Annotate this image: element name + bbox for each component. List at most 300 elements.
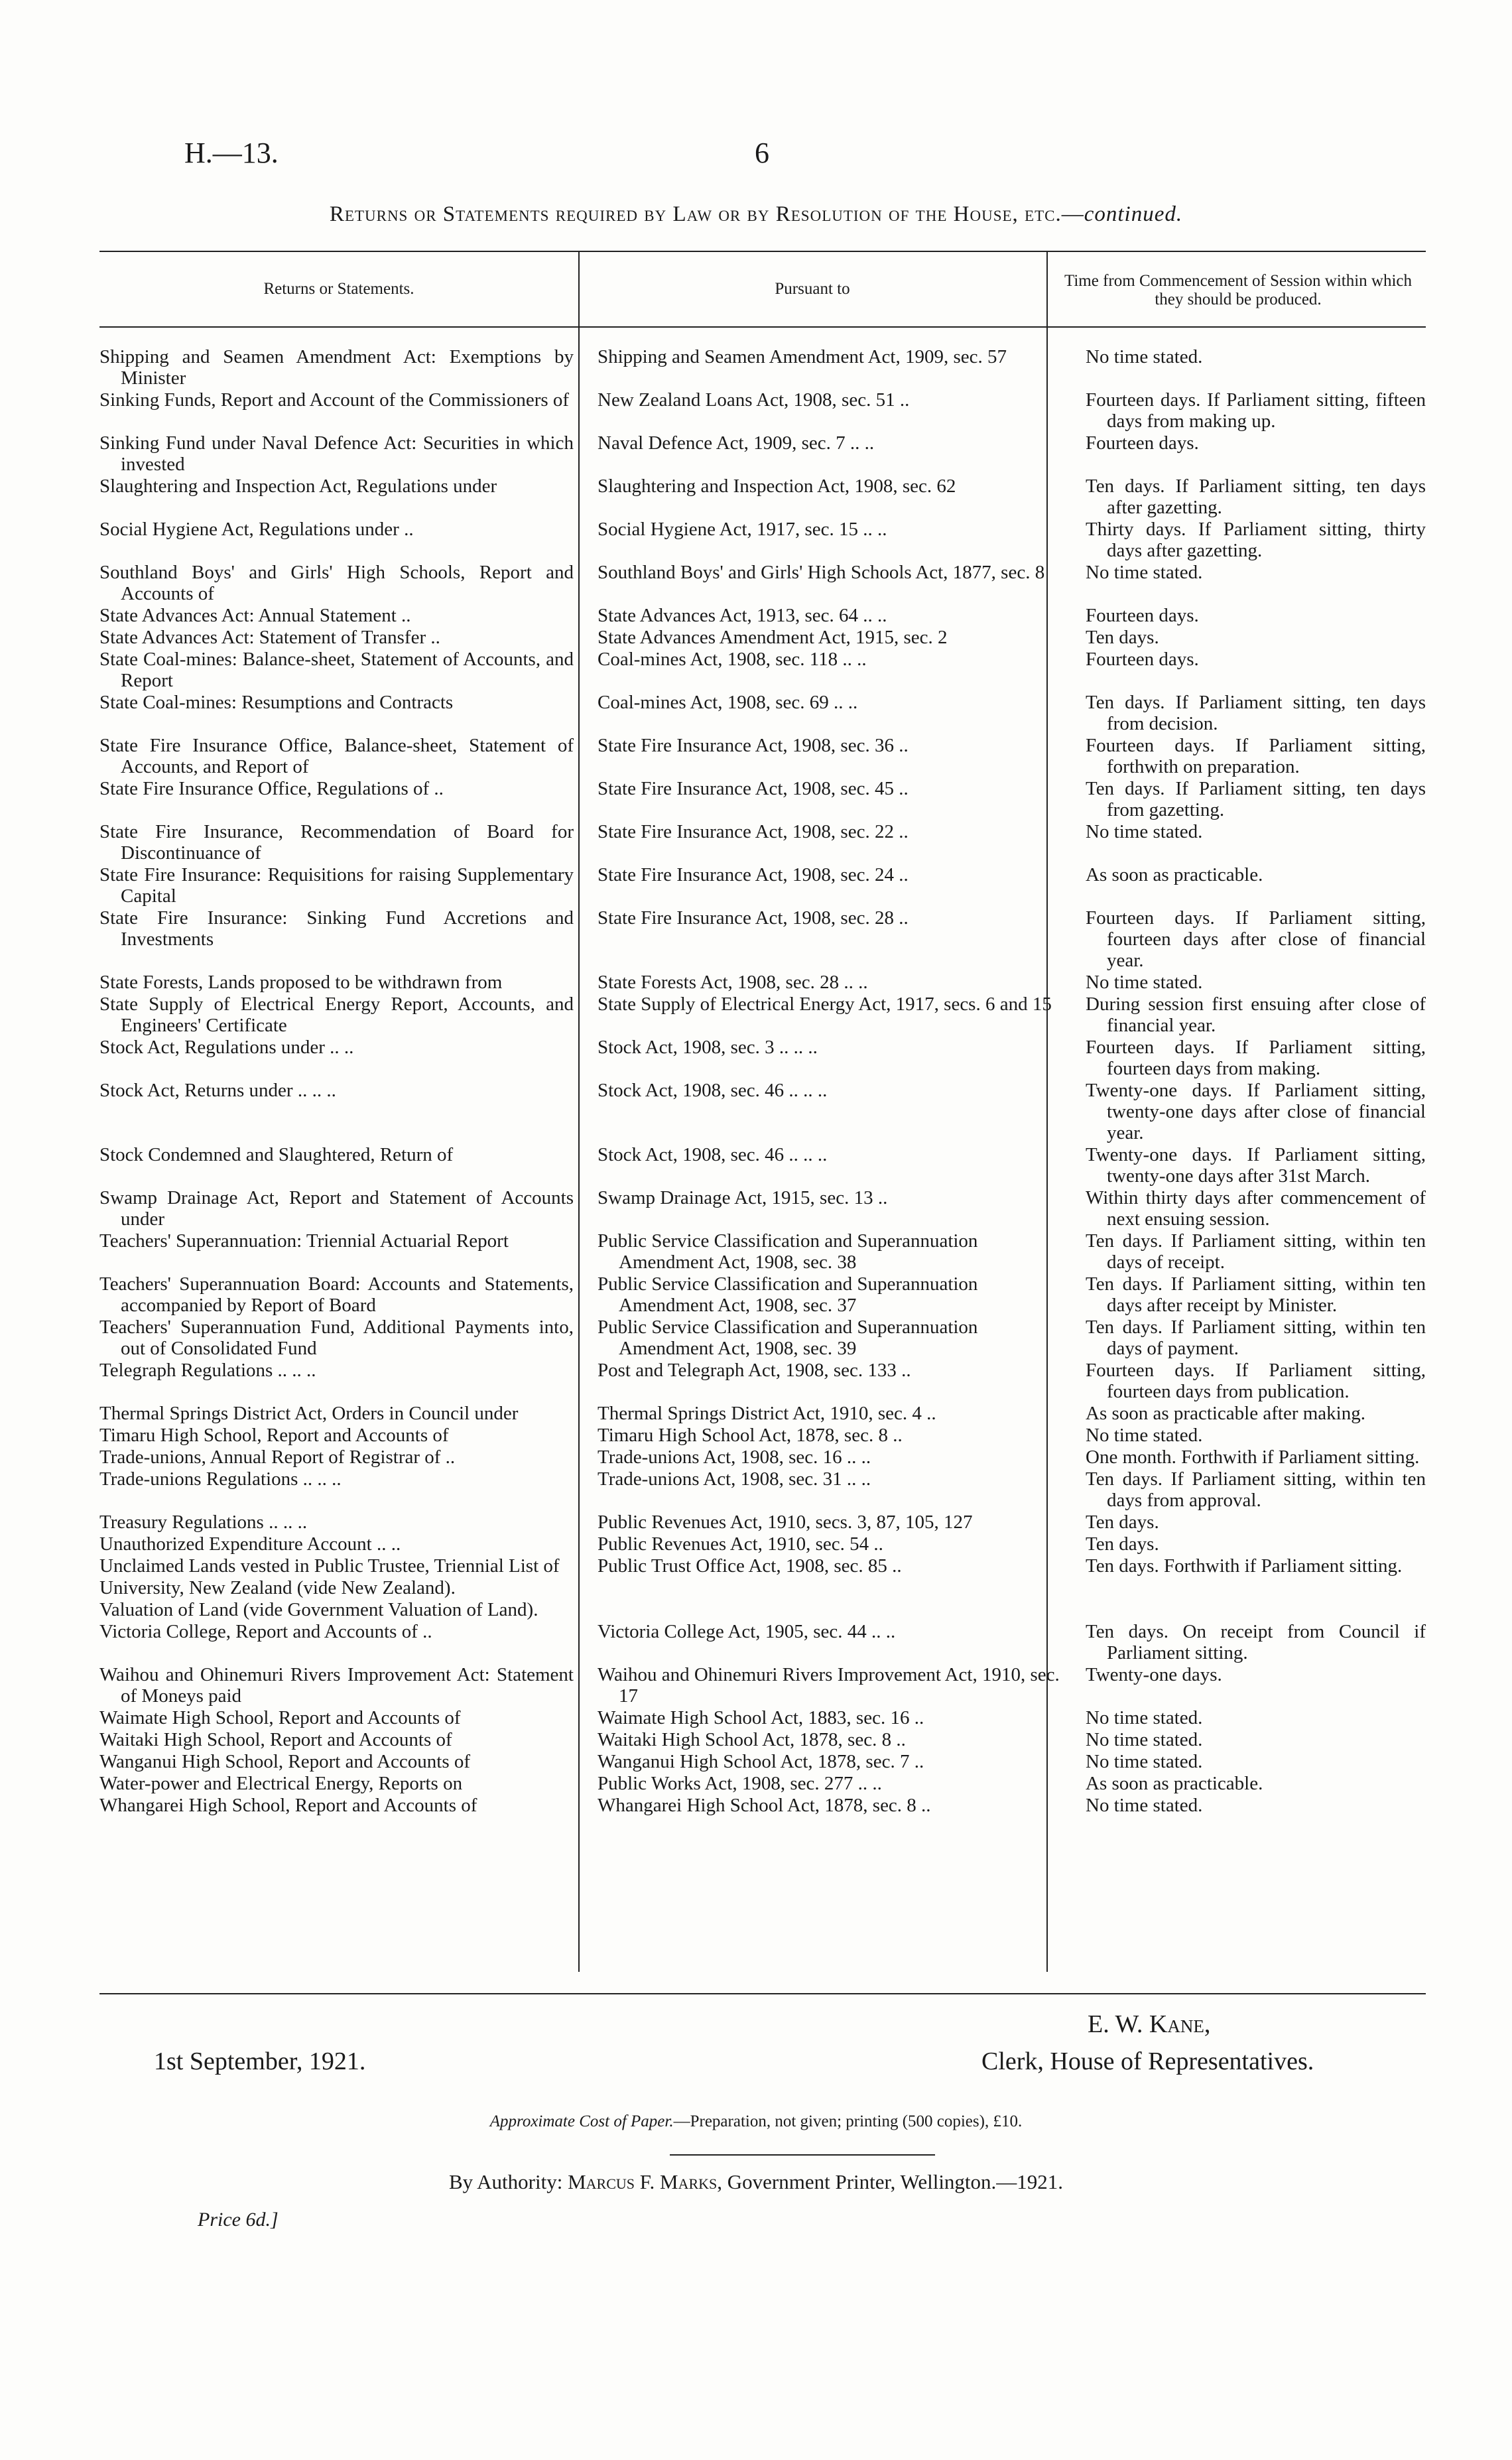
table-row: [99, 1425, 1426, 1447]
cost-of-paper: [0, 2112, 1512, 2131]
pursuant-cell: [582, 627, 1072, 649]
time-cell: [1072, 1512, 1426, 1533]
pursuant-cell: [582, 605, 1072, 627]
time-cell: [1072, 1360, 1426, 1403]
pursuant-cell-text: Whangarei High School Act, 1878, sec. 8 ..: [598, 1795, 931, 1816]
time-cell: [1072, 1037, 1426, 1080]
returns-cell: [99, 1144, 582, 1187]
returns-cell: [99, 1751, 582, 1773]
pursuant-cell-text: Swamp Drainage Act, 1915, sec. 13 ..: [598, 1187, 888, 1208]
page-title: [0, 202, 1512, 227]
time-cell: [1072, 1751, 1426, 1773]
pursuant-cell: [582, 972, 1072, 994]
returns-cell: [99, 605, 582, 627]
pursuant-cell-text: Stock Act, 1908, sec. 3 .. .. ..: [598, 1037, 818, 1058]
time-cell-text: No time stated.: [1086, 562, 1203, 583]
time-cell-text: Ten days.: [1086, 1533, 1159, 1555]
time-cell-text: During session first ensuing after close of financial year.: [1086, 994, 1426, 1036]
time-cell-text: Twenty-one days. If Parliament sitting, twenty-one days after close of financial year.: [1086, 1080, 1426, 1143]
time-cell: [1072, 1187, 1426, 1230]
returns-cell: [99, 476, 582, 519]
pursuant-cell: [582, 1795, 1072, 1817]
returns-cell-text: State Fire Insurance: Requisitions for raising Supplementary Capital: [99, 864, 574, 907]
pursuant-cell-text: Slaughtering and Inspection Act, 1908, sec. 62: [598, 476, 956, 497]
authority-suffix: , Government Printer, Wellington.—1921.: [717, 2170, 1064, 2193]
time-cell: [1072, 864, 1426, 907]
returns-cell: [99, 735, 582, 778]
time-cell-text: Twenty-one days. If Parliament sitting, twenty-one days after 31st March.: [1086, 1144, 1426, 1187]
time-cell: [1072, 821, 1426, 864]
pursuant-cell: [582, 1773, 1072, 1795]
title-main: Returns or Statements required by Law or by Resolution of the House, etc.—: [329, 202, 1084, 226]
time-cell: [1072, 1080, 1426, 1144]
returns-cell-text: State Coal-mines: Resumptions and Contracts: [99, 692, 454, 713]
time-cell: [1072, 389, 1426, 432]
pursuant-cell: [582, 519, 1072, 562]
pursuant-cell-text: Waihou and Ohinemuri Rivers Improvement Act, 1910, sec. 17: [598, 1664, 1060, 1707]
returns-cell: [99, 432, 582, 476]
returns-cell-text: State Advances Act: Statement of Transfer ..: [99, 627, 440, 648]
price: Price 6d.]: [198, 2209, 279, 2231]
time-cell: [1072, 627, 1426, 649]
pursuant-cell: [582, 778, 1072, 821]
time-cell: [1072, 1425, 1426, 1447]
time-cell: [1072, 692, 1426, 735]
returns-cell: [99, 1425, 582, 1447]
returns-cell: [99, 1037, 582, 1080]
pursuant-cell-text: Victoria College Act, 1905, sec. 44 .. ..: [598, 1621, 896, 1642]
table-row: [99, 649, 1426, 692]
table-row: [99, 519, 1426, 562]
printer-authority: [0, 2170, 1512, 2194]
time-cell: [1072, 432, 1426, 476]
table-row: [99, 1273, 1426, 1317]
returns-cell: [99, 1512, 582, 1533]
table-row: [99, 692, 1426, 735]
table-row: [99, 476, 1426, 519]
returns-cell: [99, 389, 582, 432]
time-cell: [1072, 649, 1426, 692]
returns-cell-text: State Coal-mines: Balance-sheet, Statement of Accounts, and Report: [99, 649, 574, 691]
time-cell: [1072, 1729, 1426, 1751]
pursuant-cell: [582, 1230, 1072, 1273]
pursuant-cell-text: Timaru High School Act, 1878, sec. 8 ..: [598, 1425, 903, 1446]
table-row: [99, 907, 1426, 972]
returns-cell-text: Stock Act, Regulations under .. ..: [99, 1037, 354, 1058]
returns-cell-text: Southland Boys' and Girls' High Schools, Report and Accounts of: [99, 562, 574, 604]
pursuant-cell: [582, 432, 1072, 476]
time-cell: [1072, 1555, 1426, 1577]
signatory-name: E. W. Kane,: [1088, 2010, 1211, 2038]
time-cell: [1072, 1144, 1426, 1187]
returns-cell: [99, 1795, 582, 1817]
returns-cell: [99, 1317, 582, 1360]
time-cell: [1072, 1664, 1426, 1707]
returns-cell: [99, 1403, 582, 1425]
pursuant-cell-text: Public Trust Office Act, 1908, sec. 85 ..: [598, 1555, 902, 1577]
time-cell-text: Ten days. If Parliament sitting, within ten days after receipt by Minister.: [1086, 1273, 1426, 1316]
returns-cell: [99, 519, 582, 562]
pursuant-cell-text: Naval Defence Act, 1909, sec. 7 .. ..: [598, 432, 875, 454]
returns-cell: [99, 649, 582, 692]
table-row: [99, 1080, 1426, 1144]
pursuant-cell-text: Stock Act, 1908, sec. 46 .. .. ..: [598, 1144, 828, 1165]
table-row: [99, 1468, 1426, 1512]
cost-text: —Preparation, not given; printing (500 copies), £10.: [673, 2112, 1023, 2130]
returns-cell: [99, 1577, 582, 1599]
table-row: [99, 1729, 1426, 1751]
time-cell-text: No time stated.: [1086, 1425, 1203, 1446]
pursuant-cell-text: Public Service Classification and Superannuation Amendment Act, 1908, sec. 37: [598, 1273, 978, 1316]
table-row: [99, 627, 1426, 649]
pursuant-cell-text: Thermal Springs District Act, 1910, sec. 4 ..: [598, 1403, 936, 1424]
pursuant-cell-text: Wanganui High School Act, 1878, sec. 7 ..: [598, 1751, 924, 1772]
returns-cell: [99, 1447, 582, 1468]
returns-cell-text: State Fire Insurance, Recommendation of Board for Discontinuance of: [99, 821, 574, 864]
returns-cell-text: Victoria College, Report and Accounts of ..: [99, 1621, 432, 1642]
returns-cell-text: Trade-unions, Annual Report of Registrar of ..: [99, 1447, 456, 1468]
returns-cell-text: Water-power and Electrical Energy, Reports on: [99, 1773, 463, 1794]
returns-cell: [99, 1230, 582, 1273]
table-header-rule: [99, 326, 1426, 328]
returns-table: [99, 346, 1426, 1817]
time-cell-text: As soon as practicable after making.: [1086, 1403, 1365, 1424]
pursuant-cell: [582, 1729, 1072, 1751]
pursuant-cell-text: State Fire Insurance Act, 1908, sec. 45 ..: [598, 778, 909, 799]
time-cell-text: Twenty-one days.: [1086, 1664, 1222, 1685]
pursuant-cell-text: State Forests Act, 1908, sec. 28 .. ..: [598, 972, 868, 993]
table-top-rule: [99, 251, 1426, 252]
pursuant-cell: [582, 1080, 1072, 1144]
time-cell-text: Ten days. On receipt from Council if Parliament sitting.: [1086, 1621, 1426, 1663]
time-cell-text: Ten days.: [1086, 627, 1159, 648]
time-cell-text: Fourteen days.: [1086, 649, 1199, 670]
table-row: [99, 1577, 1426, 1599]
pursuant-cell: [582, 1512, 1072, 1533]
time-cell-text: No time stated.: [1086, 972, 1203, 993]
pursuant-cell: [582, 1425, 1072, 1447]
pursuant-cell-text: Public Works Act, 1908, sec. 277 .. ..: [598, 1773, 882, 1794]
pursuant-cell-text: Coal-mines Act, 1908, sec. 69 .. ..: [598, 692, 858, 713]
time-cell-text: No time stated.: [1086, 346, 1203, 367]
returns-cell: [99, 1533, 582, 1555]
time-cell: [1072, 1317, 1426, 1360]
pursuant-cell-text: Southland Boys' and Girls' High Schools Act, 1877, sec. 8: [598, 562, 1045, 583]
pursuant-cell: [582, 649, 1072, 692]
returns-cell-text: State Fire Insurance: Sinking Fund Accretions and Investments: [99, 907, 574, 950]
document-reference: H.—13.: [184, 137, 279, 169]
signatory-title: Clerk, House of Representatives.: [981, 2047, 1314, 2075]
returns-cell-text: Waihou and Ohinemuri Rivers Improvement Act: Statement of Moneys paid: [99, 1664, 574, 1707]
time-cell-text: Fourteen days. If Parliament sitting, fifteen days from making up.: [1086, 389, 1426, 432]
table-row: [99, 1707, 1426, 1729]
pursuant-cell: [582, 346, 1072, 389]
returns-cell-text: State Fire Insurance Office, Regulations of ..: [99, 778, 444, 799]
pursuant-cell: [582, 1037, 1072, 1080]
pursuant-cell-text: New Zealand Loans Act, 1908, sec. 51 ..: [598, 389, 910, 411]
column-header-pursuant: Pursuant to: [775, 280, 850, 298]
time-cell-text: Fourteen days.: [1086, 605, 1199, 626]
returns-cell: [99, 1729, 582, 1751]
time-cell-text: Ten days. If Parliament sitting, within ten days of receipt.: [1086, 1230, 1426, 1273]
time-cell-text: Ten days. Forthwith if Parliament sitting.: [1086, 1555, 1403, 1577]
returns-cell-text: Teachers' Superannuation Fund, Additional Payments into, out of Consolidated Fund: [99, 1317, 574, 1359]
pursuant-cell: [582, 562, 1072, 605]
pursuant-cell-text: Public Service Classification and Superannuation Amendment Act, 1908, sec. 39: [598, 1317, 978, 1359]
table-row: [99, 1230, 1426, 1273]
time-cell: [1072, 346, 1426, 389]
returns-cell: [99, 1664, 582, 1707]
pursuant-cell-text: State Fire Insurance Act, 1908, sec. 22 ..: [598, 821, 909, 842]
returns-cell-text: Unclaimed Lands vested in Public Trustee, Triennial List of: [99, 1555, 560, 1577]
pursuant-cell-text: Trade-unions Act, 1908, sec. 16 .. ..: [598, 1447, 871, 1468]
returns-cell-text: Thermal Springs District Act, Orders in Council under: [99, 1403, 519, 1424]
returns-cell: [99, 1273, 582, 1317]
time-cell-text: Fourteen days. If Parliament sitting, fourteen days from making.: [1086, 1037, 1426, 1079]
returns-cell-text: Stock Act, Returns under .. .. ..: [99, 1080, 336, 1101]
pursuant-cell: [582, 1707, 1072, 1729]
time-cell-text: No time stated.: [1086, 1795, 1203, 1816]
pursuant-cell: [582, 994, 1072, 1037]
pursuant-cell: [582, 1577, 1072, 1599]
pursuant-cell-text: Waimate High School Act, 1883, sec. 16 ..: [598, 1707, 924, 1728]
returns-cell: [99, 692, 582, 735]
table-row: [99, 1621, 1426, 1664]
pursuant-cell: [582, 821, 1072, 864]
table-row: [99, 1555, 1426, 1577]
returns-cell-text: Social Hygiene Act, Regulations under ..: [99, 519, 414, 540]
pursuant-cell: [582, 1599, 1072, 1621]
returns-cell: [99, 1080, 582, 1144]
table-row: [99, 1795, 1426, 1817]
pursuant-cell: [582, 389, 1072, 432]
returns-cell-text: Stock Condemned and Slaughtered, Return of: [99, 1144, 454, 1165]
pursuant-cell-text: State Fire Insurance Act, 1908, sec. 28 ..: [598, 907, 909, 929]
table-row: [99, 1037, 1426, 1080]
time-cell-text: As soon as practicable.: [1086, 1773, 1263, 1794]
pursuant-cell-text: Stock Act, 1908, sec. 46 .. .. ..: [598, 1080, 828, 1101]
title-continued: continued.: [1084, 202, 1183, 226]
time-cell: [1072, 1230, 1426, 1273]
time-cell: [1072, 1707, 1426, 1729]
time-cell: [1072, 519, 1426, 562]
table-row: [99, 1447, 1426, 1468]
pursuant-cell: [582, 1187, 1072, 1230]
returns-cell-text: Teachers' Superannuation: Triennial Actuarial Report: [99, 1230, 509, 1252]
time-cell-text: Fourteen days. If Parliament sitting, fourteen days after close of financial year.: [1086, 907, 1426, 971]
returns-cell-text: Trade-unions Regulations .. .. ..: [99, 1468, 342, 1490]
time-cell: [1072, 605, 1426, 627]
table-row: [99, 1317, 1426, 1360]
pursuant-cell: [582, 1360, 1072, 1403]
table-row: [99, 1144, 1426, 1187]
page-number: 6: [755, 137, 769, 169]
time-cell-text: Fourteen days.: [1086, 432, 1199, 454]
pursuant-cell-text: State Advances Act, 1913, sec. 64 .. ..: [598, 605, 887, 626]
pursuant-cell-text: Public Revenues Act, 1910, sec. 54 ..: [598, 1533, 883, 1555]
table-row: [99, 605, 1426, 627]
time-cell: [1072, 1273, 1426, 1317]
pursuant-cell: [582, 864, 1072, 907]
pursuant-cell: [582, 1468, 1072, 1512]
table-row: [99, 972, 1426, 994]
returns-cell: [99, 778, 582, 821]
table-row: [99, 994, 1426, 1037]
time-cell-text: Ten days. If Parliament sitting, within ten days from approval.: [1086, 1468, 1426, 1511]
time-cell: [1072, 1533, 1426, 1555]
returns-cell-text: State Fire Insurance Office, Balance-sheet, Statement of Accounts, and Report of: [99, 735, 574, 777]
returns-cell: [99, 1555, 582, 1577]
pursuant-cell-text: State Supply of Electrical Energy Act, 1917, secs. 6 and 15: [598, 994, 1052, 1015]
time-cell: [1072, 1403, 1426, 1425]
returns-cell-text: Sinking Funds, Report and Account of the Commissioners of: [99, 389, 570, 411]
time-cell: [1072, 994, 1426, 1037]
time-cell-text: Ten days. If Parliament sitting, ten days from gazetting.: [1086, 778, 1426, 820]
authority-prefix: By Authority:: [448, 2170, 568, 2193]
time-cell: [1072, 1577, 1426, 1599]
returns-cell: [99, 994, 582, 1037]
returns-cell: [99, 907, 582, 972]
pursuant-cell: [582, 1621, 1072, 1664]
table-row: [99, 432, 1426, 476]
returns-cell: [99, 1599, 582, 1621]
pursuant-cell-text: State Fire Insurance Act, 1908, sec. 36 ..: [598, 735, 909, 756]
returns-cell-text: Teachers' Superannuation Board: Accounts and Statements, accompanied by Report of Board: [99, 1273, 574, 1316]
pursuant-cell-text: Social Hygiene Act, 1917, sec. 15 .. ..: [598, 519, 887, 540]
time-cell-text: Ten days.: [1086, 1512, 1159, 1533]
returns-cell: [99, 346, 582, 389]
table-row: [99, 821, 1426, 864]
pursuant-cell: [582, 1403, 1072, 1425]
pursuant-cell: [582, 692, 1072, 735]
pursuant-cell-text: State Advances Amendment Act, 1915, sec. 2: [598, 627, 948, 648]
table-row: [99, 864, 1426, 907]
returns-cell: [99, 1707, 582, 1729]
table-row: [99, 1187, 1426, 1230]
pursuant-cell-text: Public Revenues Act, 1910, secs. 3, 87, 105, 127: [598, 1512, 973, 1533]
pursuant-cell-text: Trade-unions Act, 1908, sec. 31 .. ..: [598, 1468, 871, 1490]
pursuant-cell-text: Waitaki High School Act, 1878, sec. 8 ..: [598, 1729, 906, 1750]
table-row: [99, 1751, 1426, 1773]
pursuant-cell: [582, 1447, 1072, 1468]
returns-cell: [99, 1773, 582, 1795]
printer-name: Marcus F. Marks: [568, 2170, 718, 2193]
table-row: [99, 1360, 1426, 1403]
returns-cell-text: Waimate High School, Report and Accounts of: [99, 1707, 461, 1728]
time-cell: [1072, 1621, 1426, 1664]
returns-cell: [99, 627, 582, 649]
returns-cell: [99, 972, 582, 994]
returns-cell-text: Wanganui High School, Report and Accounts of: [99, 1751, 471, 1772]
returns-cell-text: Swamp Drainage Act, Report and Statement of Accounts under: [99, 1187, 574, 1230]
returns-cell-text: Treasury Regulations .. .. ..: [99, 1512, 308, 1533]
time-cell-text: Fourteen days. If Parliament sitting, forthwith on preparation.: [1086, 735, 1426, 777]
column-header-time: Time from Commencement of Session within which they should be produced.: [1064, 272, 1413, 308]
returns-cell-text: Shipping and Seamen Amendment Act: Exemptions by Minister: [99, 346, 574, 389]
time-cell-text: Fourteen days. If Parliament sitting, fourteen days from publication.: [1086, 1360, 1426, 1402]
returns-cell-text: Slaughtering and Inspection Act, Regulations under: [99, 476, 497, 497]
returns-cell: [99, 1360, 582, 1403]
returns-cell-text: Valuation of Land (vide Government Valuation of Land).: [99, 1599, 538, 1620]
returns-cell-text: Whangarei High School, Report and Accounts of: [99, 1795, 477, 1816]
time-cell-text: No time stated.: [1086, 821, 1203, 842]
returns-cell-text: State Advances Act: Annual Statement ..: [99, 605, 411, 626]
table-row: [99, 1533, 1426, 1555]
returns-cell-text: State Forests, Lands proposed to be withdrawn from: [99, 972, 503, 993]
time-cell-text: Thirty days. If Parliament sitting, thirty days after gazetting.: [1086, 519, 1426, 561]
time-cell-text: Within thirty days after commencement of next ensuing session.: [1086, 1187, 1426, 1230]
time-cell: [1072, 1599, 1426, 1621]
time-cell: [1072, 476, 1426, 519]
time-cell-text: Ten days. If Parliament sitting, within ten days of payment.: [1086, 1317, 1426, 1359]
table-row: [99, 562, 1426, 605]
pursuant-cell: [582, 1273, 1072, 1317]
returns-cell: [99, 562, 582, 605]
pursuant-cell: [582, 1555, 1072, 1577]
table-row: [99, 389, 1426, 432]
time-cell-text: Ten days. If Parliament sitting, ten days from decision.: [1086, 692, 1426, 734]
returns-cell-text: Waitaki High School, Report and Accounts of: [99, 1729, 452, 1750]
returns-cell: [99, 821, 582, 864]
pursuant-cell: [582, 1664, 1072, 1707]
authority-rule: [670, 2154, 935, 2156]
returns-cell-text: State Supply of Electrical Energy Report, Accounts, and Engineers' Certificate: [99, 994, 574, 1036]
table-row: [99, 1403, 1426, 1425]
pursuant-cell: [582, 1317, 1072, 1360]
pursuant-cell: [582, 1751, 1072, 1773]
time-cell: [1072, 735, 1426, 778]
returns-cell: [99, 1187, 582, 1230]
time-cell: [1072, 1468, 1426, 1512]
time-cell-text: No time stated.: [1086, 1707, 1203, 1728]
table-row: [99, 735, 1426, 778]
pursuant-cell: [582, 1144, 1072, 1187]
time-cell-text: No time stated.: [1086, 1729, 1203, 1750]
cost-label: Approximate Cost of Paper.: [489, 2112, 674, 2130]
returns-cell-text: Timaru High School, Report and Accounts of: [99, 1425, 449, 1446]
returns-cell: [99, 1621, 582, 1664]
time-cell: [1072, 1795, 1426, 1817]
time-cell: [1072, 1447, 1426, 1468]
returns-cell-text: Sinking Fund under Naval Defence Act: Securities in which invested: [99, 432, 574, 475]
pursuant-cell: [582, 1533, 1072, 1555]
table-row: [99, 1664, 1426, 1707]
pursuant-cell-text: Shipping and Seamen Amendment Act, 1909, sec. 57: [598, 346, 1007, 367]
pursuant-cell-text: Coal-mines Act, 1908, sec. 118 .. ..: [598, 649, 867, 670]
time-cell-text: One month. Forthwith if Parliament sitting.: [1086, 1447, 1420, 1468]
time-cell: [1072, 562, 1426, 605]
table-row: [99, 778, 1426, 821]
time-cell-text: Ten days. If Parliament sitting, ten days after gazetting.: [1086, 476, 1426, 518]
pursuant-cell: [582, 476, 1072, 519]
pursuant-cell-text: State Fire Insurance Act, 1908, sec. 24 ..: [598, 864, 909, 885]
returns-cell: [99, 864, 582, 907]
table-bottom-rule: [99, 1993, 1426, 1994]
pursuant-cell: [582, 907, 1072, 972]
table-row: [99, 1599, 1426, 1621]
returns-cell-text: Unauthorized Expenditure Account .. ..: [99, 1533, 401, 1555]
returns-cell-text: University, New Zealand (vide New Zealand).: [99, 1577, 456, 1598]
time-cell: [1072, 778, 1426, 821]
pursuant-cell-text: Post and Telegraph Act, 1908, sec. 133 ..: [598, 1360, 911, 1381]
time-cell: [1072, 1773, 1426, 1795]
signature-date: 1st September, 1921.: [154, 2047, 366, 2075]
returns-cell-text: Telegraph Regulations .. .. ..: [99, 1360, 316, 1381]
pursuant-cell-text: Public Service Classification and Superannuation Amendment Act, 1908, sec. 38: [598, 1230, 978, 1273]
table-row: [99, 346, 1426, 389]
time-cell-text: As soon as practicable.: [1086, 864, 1263, 885]
pursuant-cell: [582, 735, 1072, 778]
